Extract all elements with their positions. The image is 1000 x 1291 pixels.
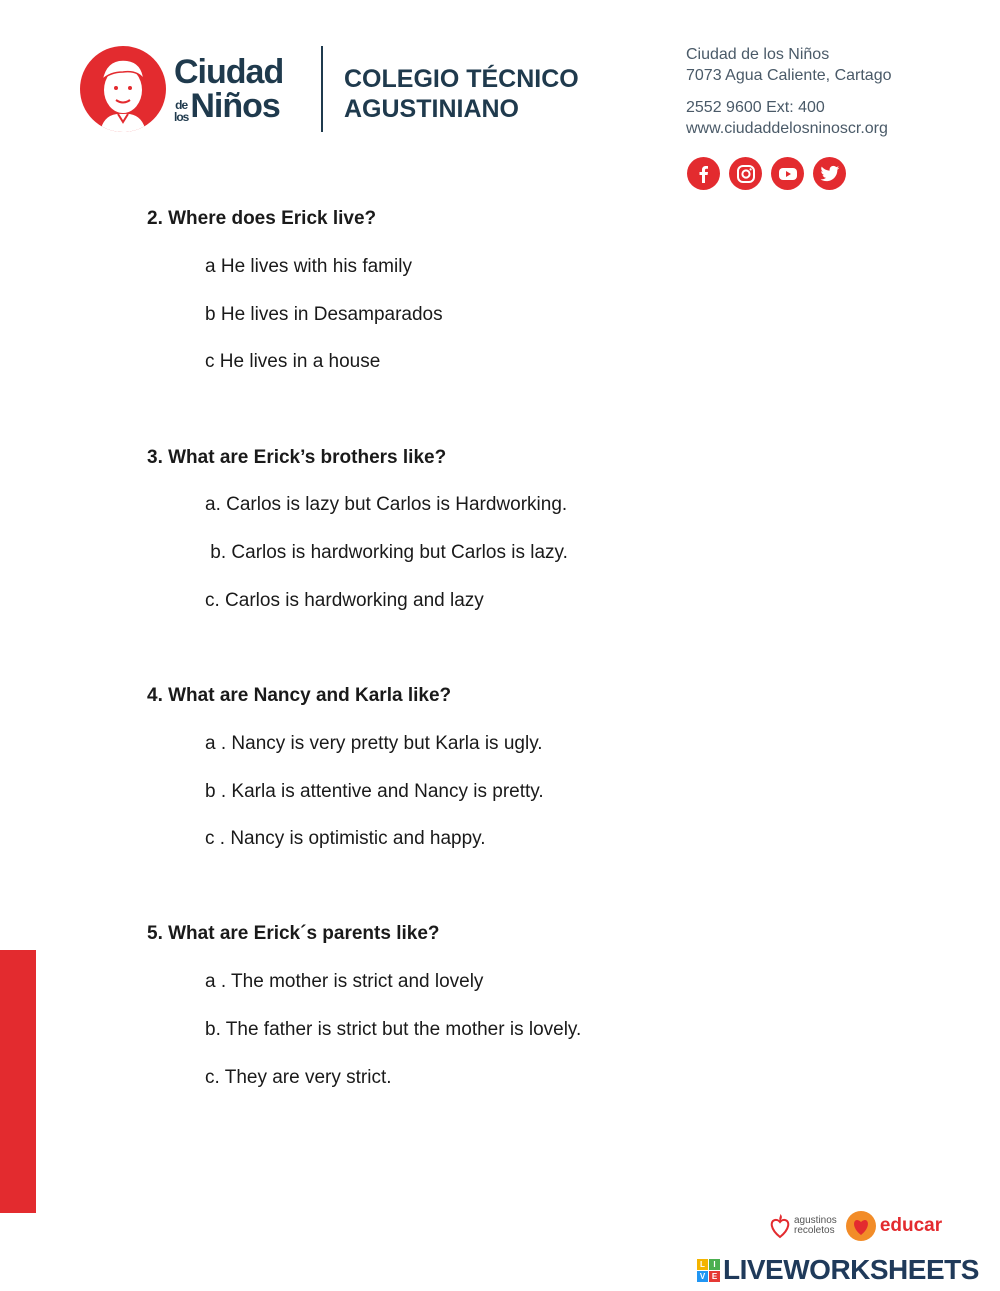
liveworksheets-logo — [697, 1254, 979, 1286]
educar-text: educar — [879, 1215, 943, 1236]
question-3-option-b: b. Carlos is hardworking but Carlos is lazy. — [205, 542, 568, 563]
question-2-option-a: a He lives with his family — [205, 256, 412, 277]
agustinos-recoletos-logo: agustinos recoletos — [768, 1213, 837, 1239]
child-portrait-icon — [80, 46, 166, 132]
question-4: 4. What are Nancy and Karla like? — [147, 685, 452, 706]
question-5-option-b: b. The father is strict but the mother is lovely. — [205, 1019, 582, 1040]
liveworksheets-text: LIVEWORKSHEETS — [723, 1254, 979, 1285]
social-icons — [687, 157, 846, 190]
liveworksheets-blocks-icon: L I V E — [697, 1259, 720, 1282]
side-accent-bar — [0, 950, 36, 1213]
twitter-icon[interactable] — [813, 157, 846, 190]
question-5-option-a: a . The mother is strict and lovely — [205, 971, 484, 992]
school-logo — [80, 46, 283, 132]
question-3-option-c: c. Carlos is hardworking and lazy — [205, 590, 484, 611]
question-2-option-b: b He lives in Desamparados — [205, 304, 443, 325]
educar-heart-icon — [845, 1210, 877, 1242]
facebook-icon[interactable] — [687, 157, 720, 190]
header-divider — [321, 46, 323, 132]
question-3-option-a: a. Carlos is lazy but Carlos is Hardworking. — [205, 494, 568, 515]
colegio-title: COLEGIO TÉCNICO AGUSTINIANO — [344, 65, 579, 123]
question-4-option-b: b . Karla is attentive and Nancy is pretty. — [205, 781, 544, 802]
brand-de-los: de los — [174, 98, 189, 124]
heart-flame-icon — [768, 1213, 792, 1239]
educar-logo — [845, 1210, 942, 1242]
brand-line1: Ciudad — [174, 53, 284, 91]
question-2-option-c: c He lives in a house — [205, 351, 381, 372]
contact-address: 7073 Agua Caliente, Cartago — [686, 67, 892, 84]
question-4-option-a: a . Nancy is very pretty but Karla is ugly. — [205, 733, 543, 754]
brand-line2: Niños — [190, 87, 280, 125]
contact-website[interactable]: www.ciudaddelosninoscr.org — [686, 120, 888, 137]
contact-phone: 2552 9600 Ext: 400 — [686, 99, 825, 116]
instagram-icon[interactable] — [729, 157, 762, 190]
footer-logos — [768, 1210, 942, 1242]
question-5-option-c: c. They are very strict. — [205, 1067, 392, 1088]
question-2: 2. Where does Erick live? — [147, 208, 377, 229]
question-5: 5. What are Erick´s parents like? — [147, 923, 440, 944]
question-3: 3. What are Erick’s brothers like? — [147, 447, 447, 468]
brand-wordmark — [174, 55, 283, 123]
youtube-icon[interactable] — [771, 157, 804, 190]
contact-block — [686, 44, 891, 139]
contact-name: Ciudad de los Niños — [686, 46, 830, 63]
question-4-option-c: c . Nancy is optimistic and happy. — [205, 828, 486, 849]
